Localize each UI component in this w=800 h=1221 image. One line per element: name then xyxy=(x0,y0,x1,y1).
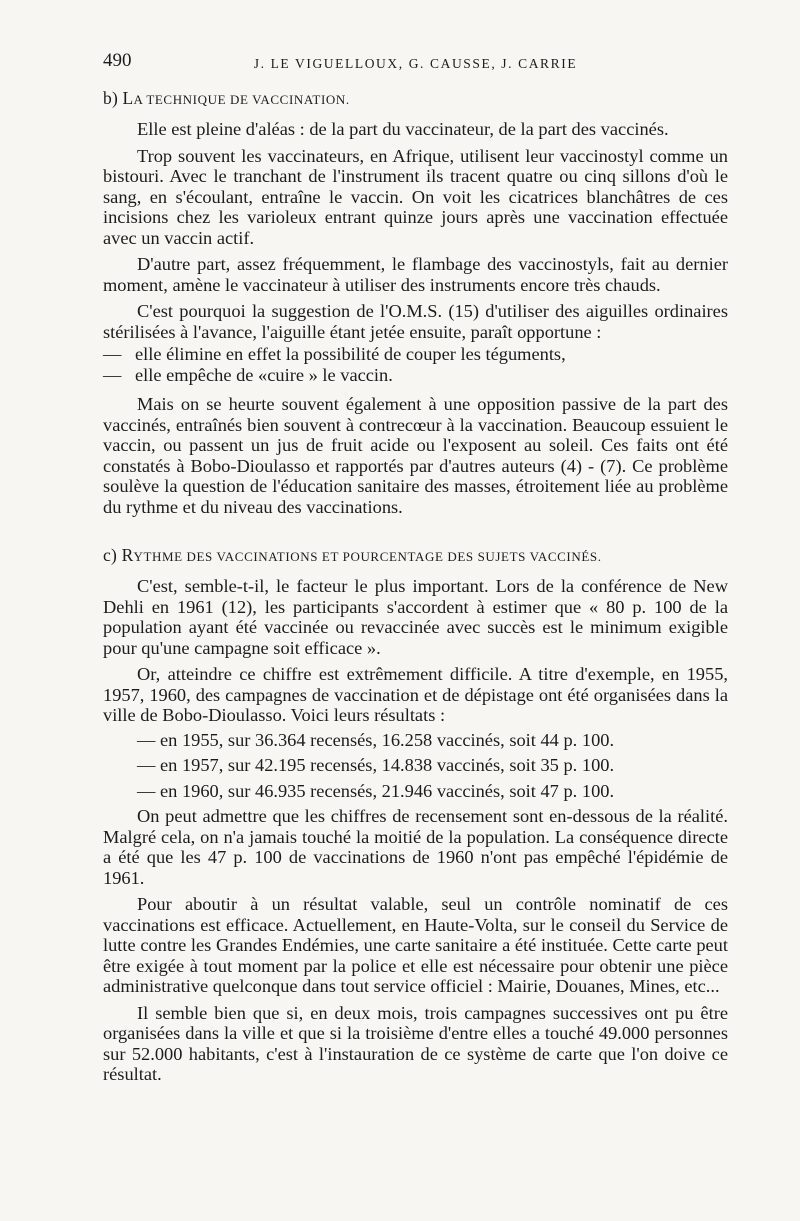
result-row: — en 1957, sur 42.195 recensés, 14.838 vaccinés, soit 35 p. 100. xyxy=(137,755,615,775)
running-head: J. LE VIGUELLOUX, G. CAUSSE, J. CARRIE xyxy=(253,56,578,71)
result-row: — en 1960, sur 46.935 recensés, 21.946 vaccinés, soit 47 p. 100. xyxy=(137,780,615,801)
paragraph: On peut admettre que les chiffres de recensement sont en-dessous de la réalité. Malgré cela, on n'a jamais touché la moitié de la population. La conséquence directe a été que les 47 p. 100 de vaccinations de 1960 n'ont pas empêché l'épidémie de 1961. xyxy=(103,806,728,888)
dash-bullet: — xyxy=(103,344,122,364)
paragraph: Il semble bien que si, en deux mois, trois campagnes successives ont pu être organisées dans la ville et que si la troisième d'entre elles a touché 49.000 personnes sur 52.000 habitants, c'est à l'instauration de ce système de carte que l'on doive ce résultat. xyxy=(103,1002,728,1084)
result-row: — en 1955, sur 36.364 recensés, 16.258 vaccinés, soit 44 p. 100. xyxy=(137,729,615,750)
list-item-text: elle empêche de «cuire » le vaccin. xyxy=(135,364,393,385)
paragraph: Trop souvent les vaccinateurs, en Afrique, utilisent leur vaccinostyl comme un bistouri. Avec le tranchant de l'instrument ils tracent quatre ou cinq sillons d'où le sang, en s'écoulant, entraîne le vaccin. On voit les cicatrices blanchâtres de ces incisions chez les varioleux entrant quinze jours après une vaccination effectuée avec un vaccin actif. xyxy=(103,145,728,248)
section-b-title: A TECHNIQUE DE VACCINATION. xyxy=(133,92,350,107)
paragraph: Or, atteindre ce chiffre est extrêmement difficile. A titre d'exemple, en 1955, 1957, 1960, des campagnes de vaccination et de dépistage ont été organisées dans la ville de Bobo-Dioulasso. Voici leurs résultats : xyxy=(103,664,728,725)
results-list xyxy=(103,730,728,802)
section-b-heading xyxy=(103,88,728,109)
dash-bullet: — xyxy=(103,364,122,385)
page-number: 490 xyxy=(103,50,132,71)
list-item-text: elle élimine en effet la possibilité de couper les téguments, xyxy=(135,344,566,364)
list-item xyxy=(103,365,728,386)
page-header xyxy=(103,50,728,84)
paragraph: Pour aboutir à un résultat valable, seul un contrôle nominatif de ces vaccinations est efficace. Actuellement, en Haute-Volta, sur le conseil du Service de lutte contre les Grandes Endémies, une carte sanitaire a été instituée. Cette carte peut être exigée à tout moment par la police et elle est nécessaire pour obtenir une pièce administrative quelconque dans tout service officiel : Mairie, Douanes, Mines, etc... xyxy=(103,894,728,996)
paragraph: D'autre part, assez fréquemment, le flambage des vaccinostyls, fait au dernier moment, amène le vaccinateur à utiliser des instruments encore très chauds. xyxy=(103,254,728,295)
paragraph: C'est pourquoi la suggestion de l'O.M.S. (15) d'utiliser des aiguilles ordinaires stérilisées à l'avance, l'aiguille étant jetée ensuite, paraît opportune : xyxy=(103,301,728,342)
paragraph: C'est, semble-t-il, le facteur le plus important. Lors de la conférence de New Dehli en 1961 (12), les participants s'accordent à estimer que « 80 p. 100 de la population ayant été vaccinée ou revaccinée avec succès est le minimum exigible pour qu'une campagne soit efficace ». xyxy=(103,576,728,658)
paragraph: Mais on se heurte souvent également à une opposition passive de la part des vaccinés, entraînés bien souvent à contrecœur à la vaccination. Beaucoup essuient le vaccin, ou passent un jus de fruit acide ou l'exposent au soleil. Ces faits ont été constatés à Bobo-Dioulasso et rapportés par d'autres auteurs (4) - (7). Ce problème soulève la question de l'éducation sanitaire des masses, étroitement liée au problème du rythme et du niveau des vaccinations. xyxy=(103,394,728,517)
section-c-label: c) R xyxy=(103,545,134,565)
dash-list xyxy=(103,344,728,385)
section-c-title: YTHME DES VACCINATIONS ET POURCENTAGE DES SUJETS VACCINÉS. xyxy=(133,549,602,564)
paragraph: Elle est pleine d'aléas : de la part du vaccinateur, de la part des vaccinés. xyxy=(137,119,669,139)
list-item xyxy=(103,344,728,365)
section-c-heading xyxy=(103,545,728,566)
section-b-label: b) L xyxy=(103,88,134,108)
